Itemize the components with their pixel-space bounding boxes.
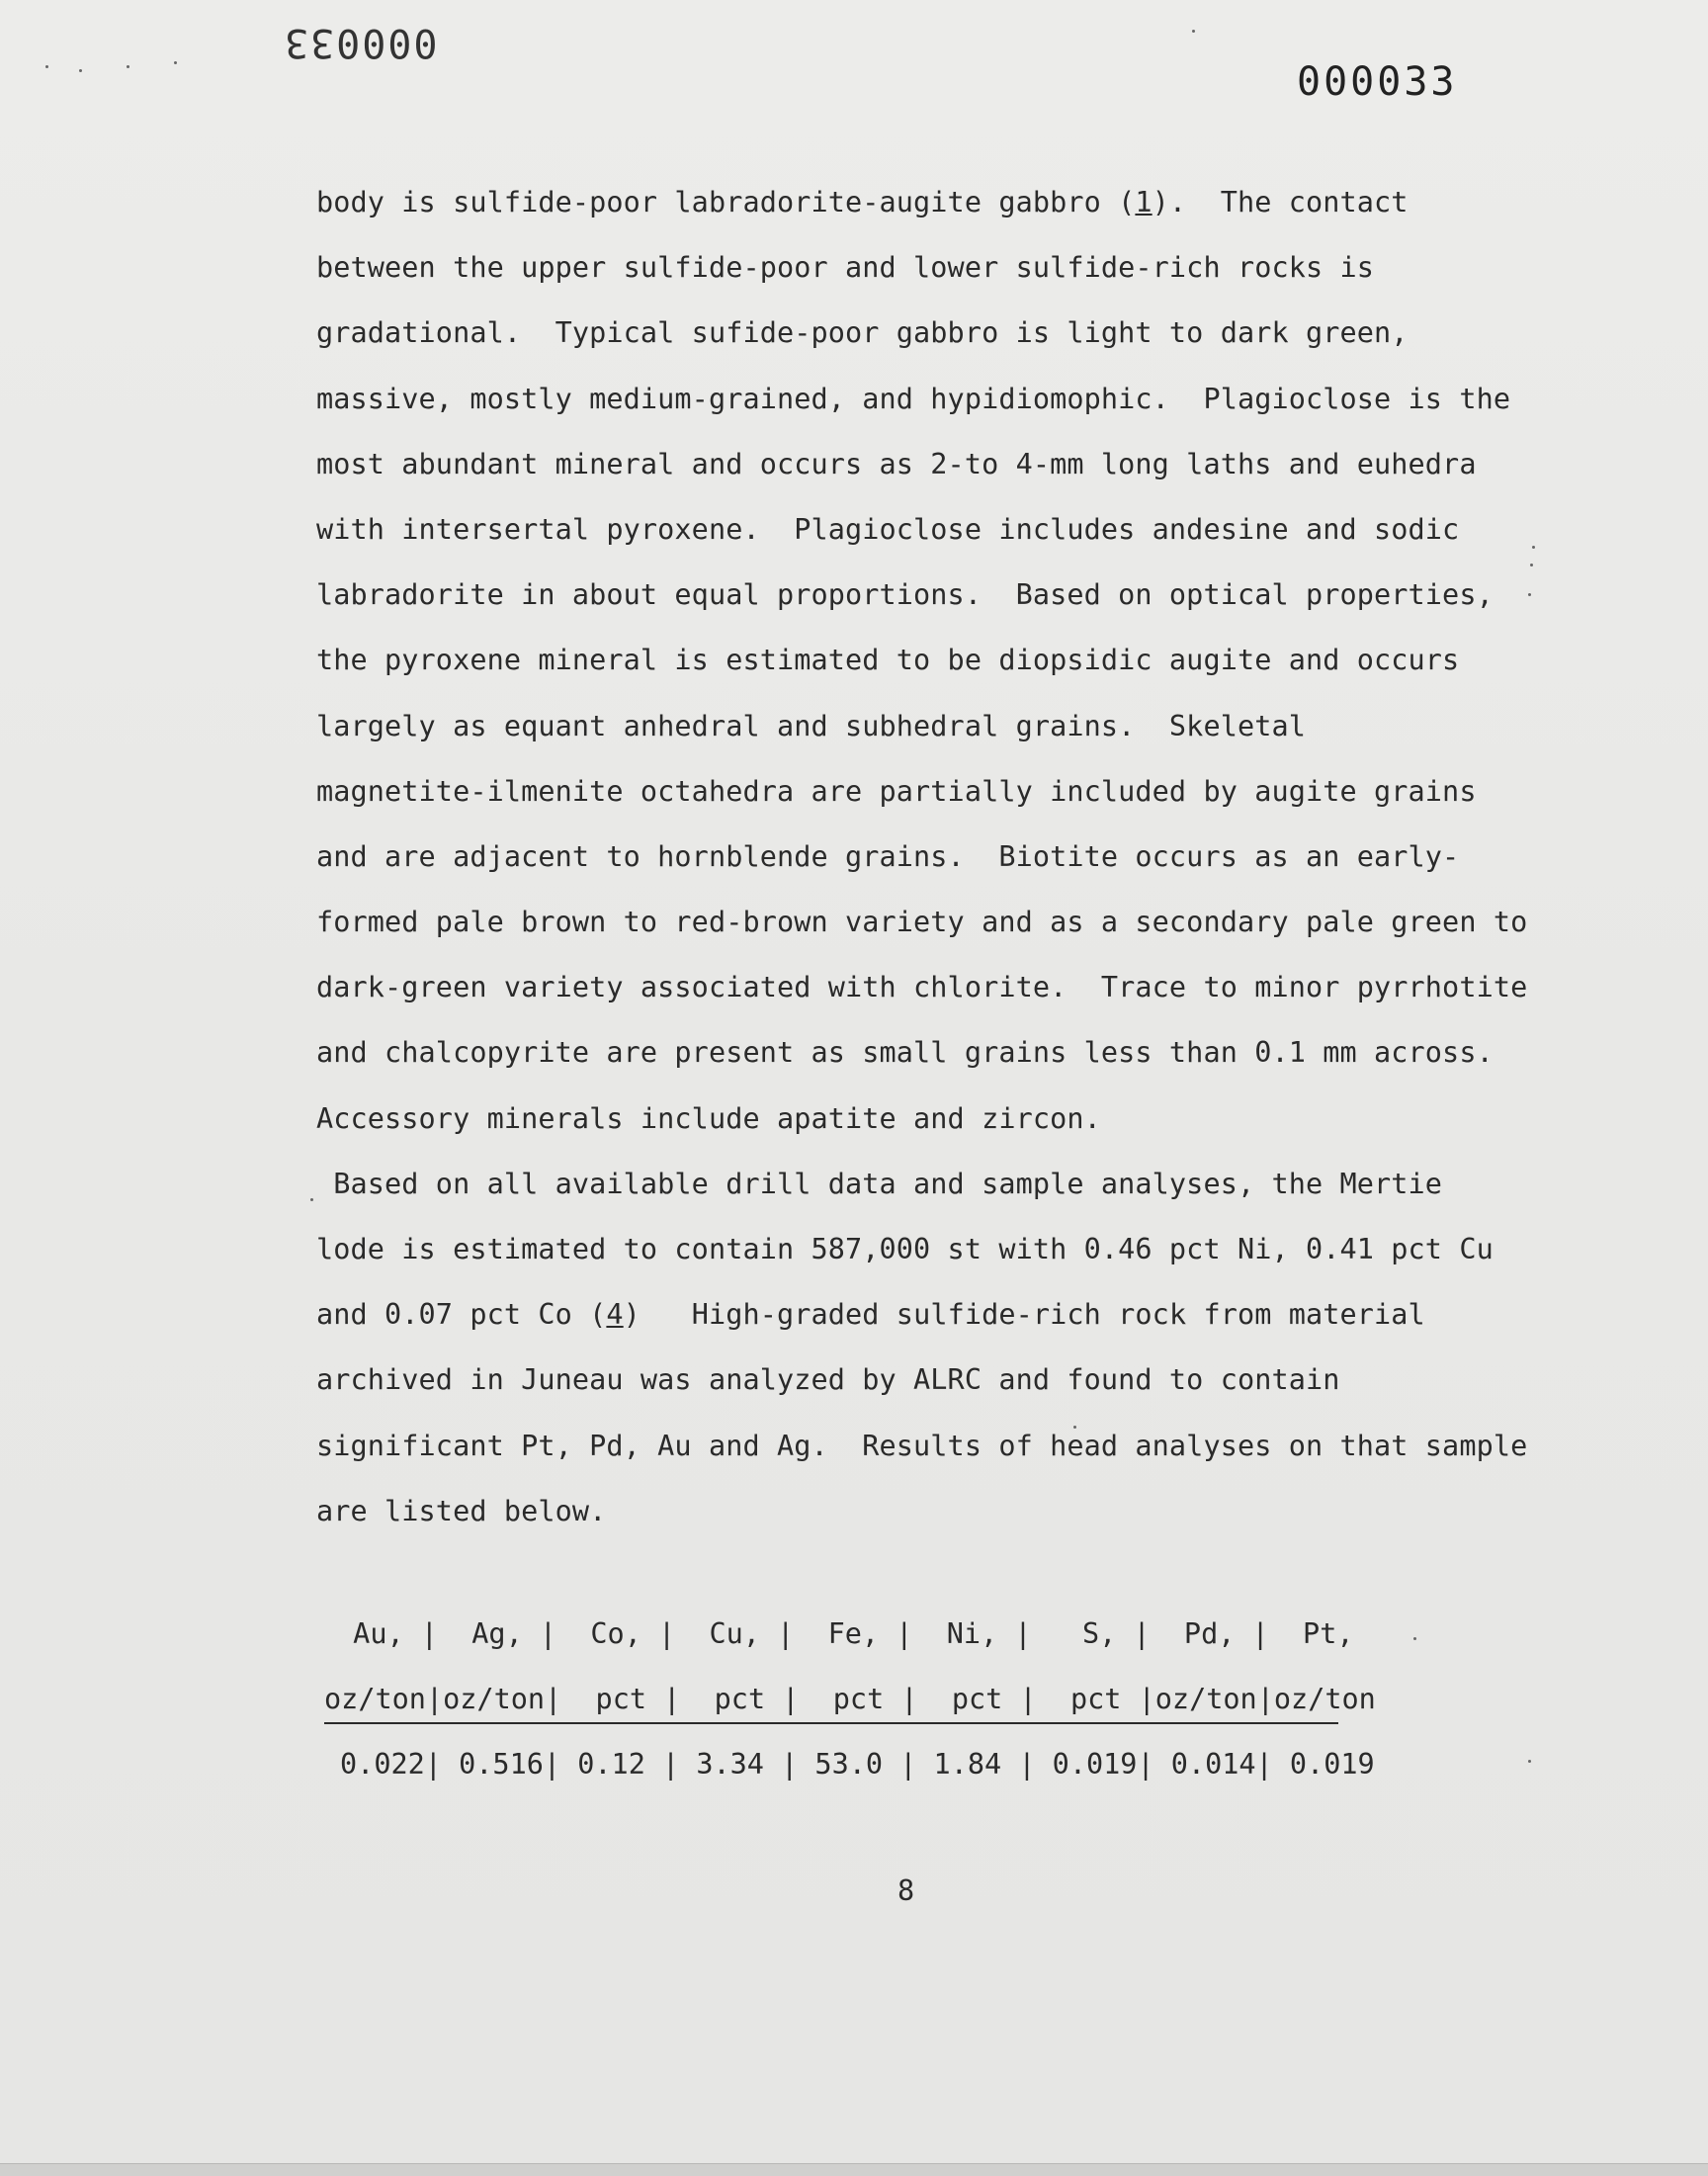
text-line: the pyroxene mineral is estimated to be diopsidic augite and occurs bbox=[316, 644, 1460, 677]
table-value-row: 0.022| 0.516| 0.12 | 3.34 | 53.0 | 1.84 | 0.019| 0.014| 0.019 bbox=[340, 1748, 1375, 1781]
text-line: largely as equant anhedral and subhedral grains. Skeletal bbox=[316, 709, 1306, 742]
reference-citation: 4 bbox=[606, 1298, 624, 1332]
text-line: gradational. Typical sufide-poor gabbro is light to dark green, bbox=[316, 316, 1409, 350]
table-units-row: oz/ton|oz/ton| pct | pct | pct | pct | pct |oz/ton|oz/ton bbox=[324, 1683, 1376, 1715]
speck bbox=[1413, 1637, 1416, 1640]
analysis-table bbox=[314, 1602, 1402, 1797]
speck bbox=[1528, 1760, 1531, 1763]
speck bbox=[127, 65, 129, 68]
text-line: massive, mostly medium-grained, and hypidiomophic. Plagioclose is the bbox=[316, 382, 1511, 415]
speck bbox=[1073, 1426, 1076, 1429]
scan-stamp: 000033 bbox=[283, 20, 438, 65]
table-header-rule bbox=[324, 1722, 1338, 1724]
speck bbox=[1192, 30, 1195, 33]
text-line: dark-green variety associated with chlorite. Trace to minor pyrrhotite bbox=[316, 971, 1528, 1004]
body-text bbox=[316, 170, 1528, 1544]
speck bbox=[174, 61, 177, 64]
speck bbox=[45, 65, 48, 68]
text-line: are listed below. bbox=[316, 1494, 607, 1527]
text-line: with intersertal pyroxene. Plagioclose includes andesine and sodic bbox=[316, 512, 1460, 546]
text-line: Accessory minerals include apatite and zircon. bbox=[316, 1101, 1101, 1135]
text-line: significant Pt, Pd, Au and Ag. Results of head analyses on that sample bbox=[316, 1429, 1528, 1462]
speck bbox=[310, 1198, 313, 1201]
text-line: and 0.07 pct Co (4) High-graded sulfide-rich rock from material bbox=[316, 1298, 1425, 1332]
text-line: archived in Juneau was analyzed by ALRC and found to contain bbox=[316, 1363, 1340, 1397]
text-line: lode is estimated to contain 587,000 st with 0.46 pct Ni, 0.41 pct Cu bbox=[316, 1233, 1494, 1265]
text-line: and chalcopyrite are present as small grains less than 0.1 mm across. bbox=[316, 1036, 1494, 1070]
text-line: and are adjacent to hornblende grains. Biotite occurs as an early- bbox=[316, 839, 1460, 873]
text-line: magnetite-ilmenite octahedra are partially included by augite grains bbox=[316, 774, 1477, 808]
text-line: body is sulfide-poor labradorite-augite gabbro (1). The contact bbox=[316, 186, 1409, 218]
table-header-row: Au, | Ag, | Co, | Cu, | Fe, | Ni, | S, | Pd, | Pt, bbox=[336, 1617, 1354, 1650]
text-line: Based on all available drill data and sample analyses, the Mertie bbox=[316, 1167, 1443, 1200]
speck bbox=[1530, 564, 1533, 566]
reference-citation: 1 bbox=[1135, 186, 1153, 218]
text-line: formed pale brown to red-brown variety and as a secondary pale green to bbox=[316, 906, 1528, 939]
page-number: 8 bbox=[897, 1874, 915, 1907]
page-id-number: 000033 bbox=[1297, 59, 1458, 105]
speck bbox=[1532, 546, 1535, 549]
speck bbox=[79, 69, 82, 72]
text-line: between the upper sulfide-poor and lower sulfide-rich rocks is bbox=[316, 251, 1375, 285]
text-line: labradorite in about equal proportions. Based on optical properties, bbox=[316, 578, 1494, 612]
text-line: most abundant mineral and occurs as 2-to 4-mm long laths and euhedra bbox=[316, 447, 1477, 480]
speck bbox=[1528, 593, 1531, 596]
page-bottom-edge bbox=[0, 2163, 1708, 2176]
